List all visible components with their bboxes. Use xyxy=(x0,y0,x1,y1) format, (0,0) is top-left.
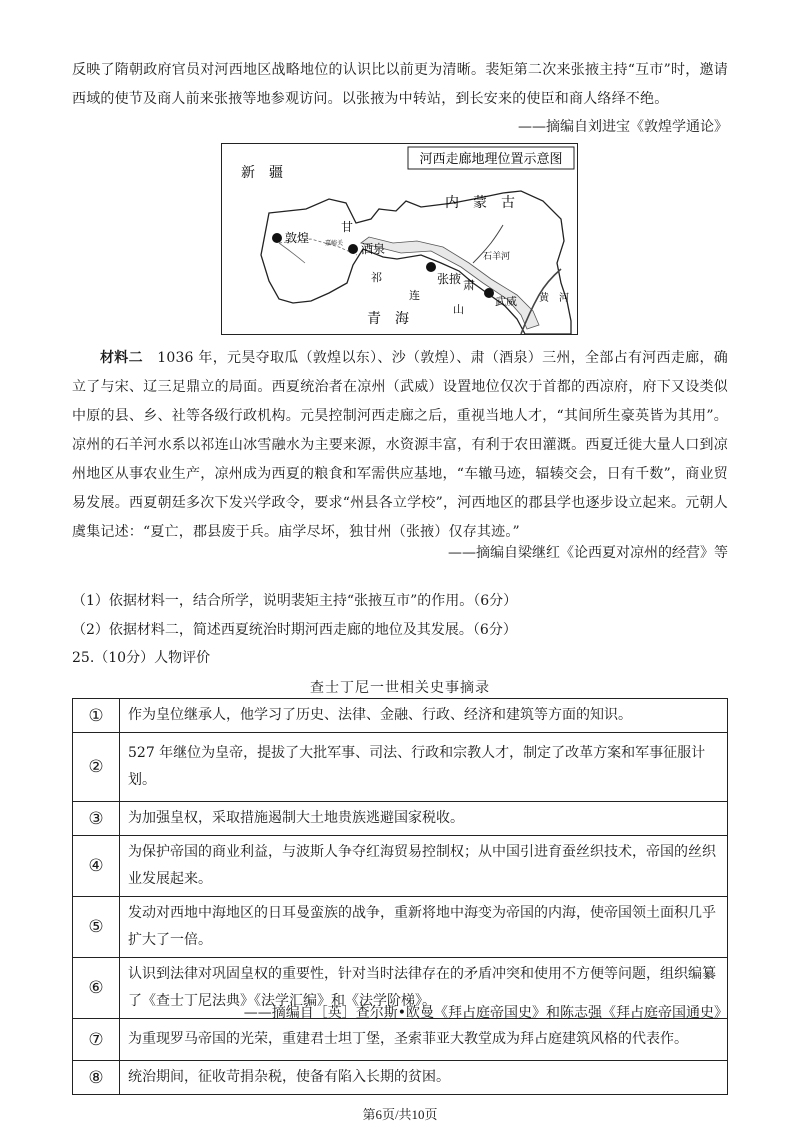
label-wuwei: 武威 xyxy=(495,295,517,308)
label-su: 肃 xyxy=(463,278,476,292)
row-number: ⑧ xyxy=(73,1061,120,1095)
label-shiyang-river: 石羊河 xyxy=(483,252,511,262)
material-two-label: 材料二 xyxy=(100,350,143,366)
label-jiuquan: 酒泉 xyxy=(361,242,386,256)
hexi-corridor-map xyxy=(221,143,578,335)
material-two-text: 1036 年，元昊夺取瓜（敦煌以东）、沙（敦煌）、肃（酒泉）三州，全部占有河西走廊，确立了与宋、辽三足鼎立的局面。西夏统治者在凉州（武威）设置地位仅次于首都的西凉府，府下又设类似中原的县、乡、社等各级行政机构。元昊控制河西走廊之后，重视当地人才，“其间所生豪英皆为其用”。凉州的石羊河水系以祁连山冰雪融水为主要来源，水资源丰富，有利于农田灌溉。西夏迁徙大量人口到凉州地区从事农业生产，凉州成为西夏的粮食和军需供应基地，“车辙马迹，辐辏交会，日有千数”，商业贸易发展。西夏朝廷多次下发兴学政令，要求“州县各立学校”，河西地区的郡县学也逐步设立起来。元朝人虞集记述：“夏亡，郡县废于兵。庙学尽坏，独甘州（张掖）仅存其迹。” xyxy=(72,350,728,540)
label-qinghai: 青 海 xyxy=(367,311,409,327)
row-text: 作为皇位继承人，他学习了历史、法律、金融、行政、经济和建筑等方面的知识。 xyxy=(120,699,728,733)
row-text: 发动对西地中海地区的日耳曼蛮族的战争，重新将地中海变为帝国的内海，使帝国领土面积几乎扩大了一倍。 xyxy=(120,897,728,958)
zhangye-marker xyxy=(426,262,436,272)
map-title: 河西走廊地理位置示意图 xyxy=(419,152,563,167)
label-dunhuang: 敦煌 xyxy=(285,231,310,245)
label-xinjiang: 新 疆 xyxy=(241,165,283,181)
row-number: ⑦ xyxy=(73,1019,120,1061)
label-jiayuguan: 嘉峪关 xyxy=(325,240,344,247)
question-1: （1）依据材料一，结合所学，说明裴矩主持“张掖互市”的作用。（6分） xyxy=(72,593,518,609)
wuwei-marker xyxy=(484,288,494,298)
material-two-paragraph xyxy=(72,344,728,547)
table-title: 查士丁尼一世相关史事摘录 xyxy=(310,680,490,696)
material-one-source: ——摘编自刘进宝《敦煌学通论》 xyxy=(518,119,728,135)
table-row xyxy=(73,699,728,733)
label-qi: 祁 xyxy=(371,271,382,284)
label-gan: 甘 xyxy=(341,220,354,234)
label-lian: 连 xyxy=(409,289,420,302)
row-number: ⑥ xyxy=(73,958,120,1019)
row-number: ⑤ xyxy=(73,897,120,958)
row-text: 为保护帝国的商业利益，与波斯人争夺红海贸易控制权；从中国引进育蚕丝织技术，帝国的丝织业发展起来。 xyxy=(120,836,728,897)
material-one-paragraph: 反映了隋朝政府官员对河西地区战略地位的认识比以前更为清晰。裴矩第二次来张掖主持“互市”时，邀请西域的使节及商人前来张掖等地参观访问。以张掖为中转站，到长安来的使臣和商人络绎不绝。 xyxy=(72,62,728,107)
table-row xyxy=(73,836,728,897)
label-neimenggu: 内 蒙 古 xyxy=(445,195,515,211)
material-two-source: ——摘编自梁继红《论西夏对凉州的经营》等 xyxy=(448,545,728,561)
row-text: 为重现罗马帝国的光荣，重建君士坦丁堡，圣索菲亚大教堂成为拜占庭建筑风格的代表作。 xyxy=(120,1019,728,1061)
table-row xyxy=(73,733,728,802)
table-row xyxy=(73,1061,728,1095)
jiuquan-marker xyxy=(348,244,358,254)
row-text: 认识到法律对巩固皇权的重要性，针对当时法律存在的矛盾冲突和使用不方便等问题，组织编纂了《查士丁尼法典》《法学汇编》和《法学阶梯》。 xyxy=(120,958,728,1019)
label-shan: 山 xyxy=(453,303,464,316)
table-row xyxy=(73,897,728,958)
row-number: ④ xyxy=(73,836,120,897)
label-zhangye: 张掖 xyxy=(437,272,462,286)
label-yellow-river: 黄 河 xyxy=(539,293,569,304)
page-number: 第6页/共10页 xyxy=(362,1107,438,1122)
table-row xyxy=(73,802,728,836)
row-text: 527 年继位为皇帝，提拔了大批军事、司法、行政和宗教人才，制定了改革方案和军事征服计划。 xyxy=(120,733,728,802)
row-text: 统治期间，征收苛捐杂税，使备有陷入长期的贫困。 xyxy=(120,1061,728,1095)
question-25-heading: 25.（10分）人物评价 xyxy=(72,650,211,666)
question-2: （2）依据材料二，简述西夏统治时期河西走廊的地位及其发展。（6分） xyxy=(72,622,517,638)
row-number: ③ xyxy=(73,802,120,836)
row-number: ① xyxy=(73,699,120,733)
row-text: 为加强皇权，采取措施遏制大土地贵族逃避国家税收。 xyxy=(120,802,728,836)
dunhuang-marker xyxy=(272,233,282,243)
table-row xyxy=(73,1019,728,1061)
table-source: ——摘编自［英］查尔斯•欧曼《拜占庭帝国史》和陈志强《拜占庭帝国通史》 xyxy=(243,1005,728,1021)
row-number: ② xyxy=(73,733,120,802)
justinian-events-table xyxy=(72,698,728,1095)
